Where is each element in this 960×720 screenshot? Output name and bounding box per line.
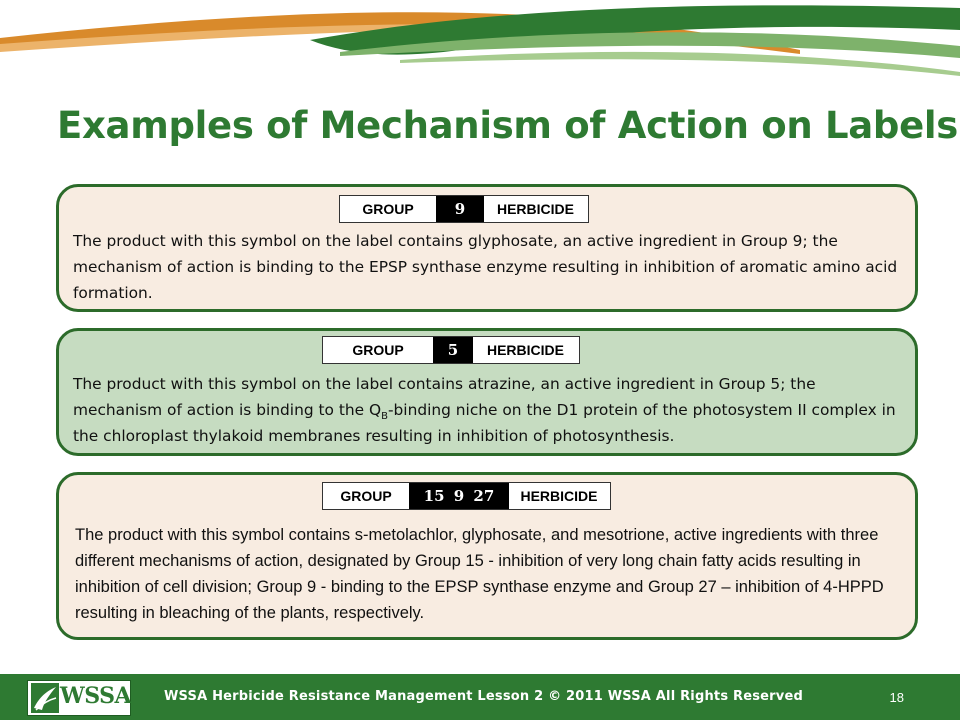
description-text-after: -binding niche on the D1 protein of the photosystem II complex in the chloroplast thylakoid membranes resulting in inhibition of photosynthesis. <box>73 401 896 445</box>
description-subscript: B <box>381 411 388 423</box>
badge-herbicide-label: HERBICIDE <box>520 488 598 504</box>
badge-group-label: GROUP <box>340 488 392 504</box>
example-description: The product with this symbol contains s-metolachlor, glyphosate, and mesotrione, active ingredients with three different mechanisms of action, designated by Group 15 - inhibition of very long chain fatty acids resulting in inhibition of cell division; Group 9 - binding to the EPSP synthase enzyme and Group 27 – inhibition of 4-HPPD resulting in bleaching of the plants, respectively. <box>75 526 884 622</box>
description-text-before: The product with this symbol on the label contains atrazine, an active ingredient in Group 5; the mechanism of action is binding to the Q <box>73 375 816 419</box>
footer-copyright: WSSA Herbicide Resistance Management Lesson 2 © 2011 WSSA All Rights Reserved <box>164 689 803 704</box>
badge-herbicide-label: HERBICIDE <box>486 342 564 358</box>
wssa-logo <box>27 680 131 716</box>
logo-text: WSSA <box>60 683 132 709</box>
badge-group-label: GROUP <box>362 201 414 217</box>
badge-group-number: 15 9 27 <box>409 483 509 509</box>
wssa-logo-icon <box>30 682 60 714</box>
slide-title: Examples of Mechanism of Action on Labels <box>57 104 959 147</box>
badge-group-number: 9 <box>436 196 484 222</box>
green-swoosh-thin <box>400 52 960 76</box>
example-card-group-15-9-27 <box>56 472 918 640</box>
header-swoosh-graphic <box>0 0 960 110</box>
footer-bar <box>0 674 960 720</box>
example-description: The product with this symbol on the label contains glyphosate, an active ingredient in Group 9; the mechanism of action is binding to the EPSP synthase enzyme resulting in inhibition of aromatic amino acid formation. <box>73 232 898 302</box>
badge-herbicide-label: HERBICIDE <box>496 201 574 217</box>
herbicide-group-badge <box>322 482 611 510</box>
example-description <box>73 371 903 449</box>
herbicide-group-badge <box>322 336 580 364</box>
badge-group-label: GROUP <box>352 342 404 358</box>
herbicide-group-badge <box>339 195 589 223</box>
badge-group-number: 5 <box>433 337 473 363</box>
example-card-group-9 <box>56 184 918 312</box>
example-card-group-5 <box>56 328 918 456</box>
page-number: 18 <box>889 690 904 705</box>
